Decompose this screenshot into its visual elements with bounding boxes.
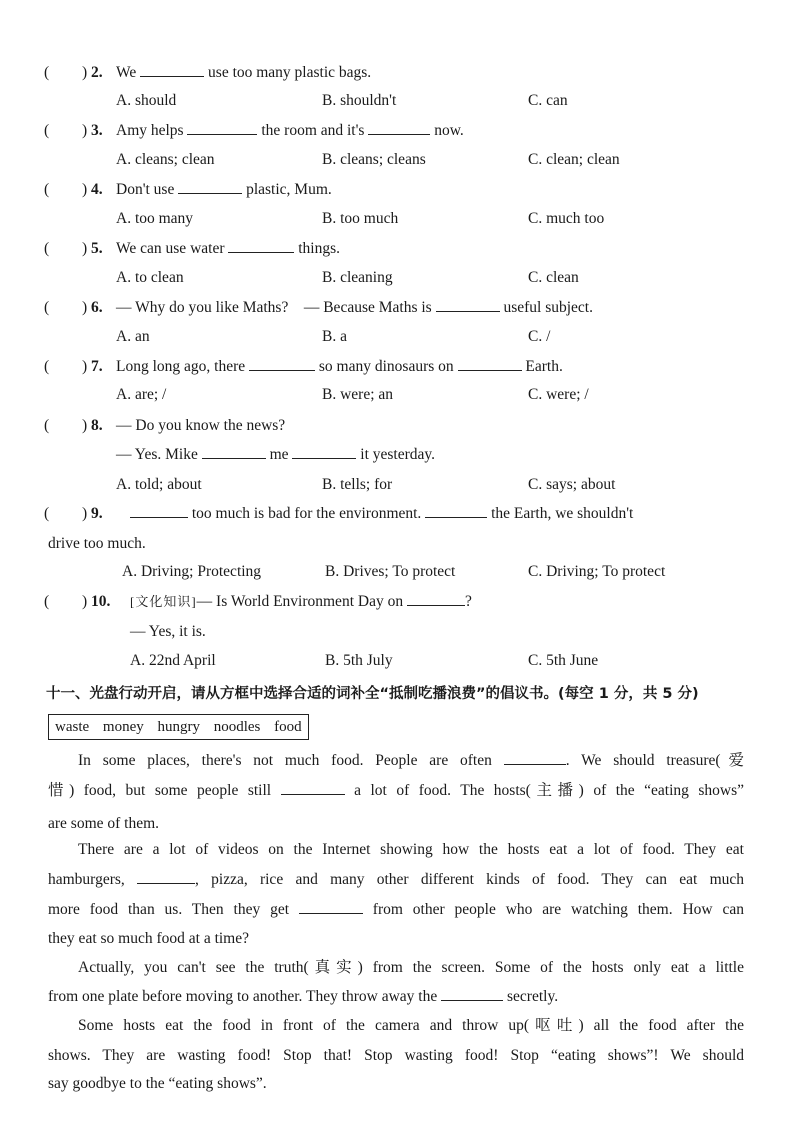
option-b: B. a	[322, 328, 347, 345]
answer-paren-right: ) 8.	[82, 417, 103, 434]
answer-paren-left: (	[44, 358, 50, 375]
passage-line: Actually, you can't see the truth(真实) from the screen. Some of the hosts only eat a little	[78, 959, 744, 976]
answer-paren-right: ) 9.	[82, 505, 103, 522]
options-3	[0, 149, 800, 171]
answer-blank[interactable]	[504, 750, 566, 765]
question-stem: We can use water things.	[116, 240, 341, 257]
question-9	[0, 503, 800, 525]
word-option: waste	[55, 719, 90, 735]
option-b: B. cleans; cleans	[322, 151, 426, 168]
answer-blank[interactable]	[441, 986, 503, 1001]
question-stem: — Do you know the news?	[116, 417, 286, 434]
option-a: A. to clean	[116, 269, 184, 286]
question-stem: — Why do you like Maths? — Because Maths is useful subject.	[116, 299, 593, 316]
answer-paren-right: ) 7.	[82, 358, 103, 375]
answer-paren-left: (	[44, 593, 50, 610]
option-a: A. 22nd April	[130, 652, 216, 669]
question-10-line-2	[0, 621, 800, 643]
options-4	[0, 208, 800, 230]
passage-line: In some places, there's not much food. People are often . We should treasure(爱	[78, 752, 745, 769]
option-a: A. an	[116, 328, 150, 345]
options-2	[0, 90, 800, 112]
option-c: C. clean	[528, 269, 579, 286]
answer-blank[interactable]	[292, 444, 356, 459]
options-10	[0, 650, 800, 672]
answer-blank[interactable]	[249, 356, 315, 371]
option-a: A. told; about	[116, 476, 202, 493]
answer-paren-left: (	[44, 64, 50, 81]
answer-blank[interactable]	[368, 120, 430, 135]
question-number: 6.	[91, 299, 103, 316]
passage-line: 惜) food, but some people still a lot of food. The hosts(主播) of the “eating shows”	[48, 782, 745, 799]
option-c: C. Driving; To protect	[528, 563, 666, 580]
option-c: C. were; /	[528, 386, 589, 403]
answer-paren-left: (	[44, 417, 50, 434]
options-5	[0, 267, 800, 289]
question-7	[0, 356, 800, 378]
answer-paren-left: (	[44, 122, 50, 139]
passage-line: There are a lot of videos on the Internet showing how the hosts eat a lot of food. They eat	[78, 841, 744, 858]
question-5	[0, 238, 800, 260]
option-b: B. Drives; To protect	[325, 563, 456, 580]
option-c: C. says; about	[528, 476, 616, 493]
passage-line: Some hosts eat the food in front of the camera and throw up(呕吐) all the food after the	[78, 1017, 744, 1034]
section-title: 十一、光盘行动开启，请从方框中选择合适的词补全“抵制吃播浪费”的倡议书。(每空 1 分，共 5 分)	[46, 686, 699, 702]
passage-line: shows. They are wasting food! Stop that! Stop wasting food! Stop “eating shows”! We should	[48, 1047, 744, 1064]
option-b: B. were; an	[322, 386, 394, 403]
option-c: C. much too	[528, 210, 605, 227]
option-b: B. too much	[322, 210, 399, 227]
question-stem: Amy helps the room and it's now.	[116, 122, 464, 139]
answer-blank[interactable]	[458, 356, 522, 371]
passage-line: say goodbye to the “eating shows”.	[48, 1075, 267, 1092]
passage-line: they eat so much food at a time?	[48, 930, 250, 947]
question-stem: drive too much.	[48, 535, 146, 552]
passage-line: more food than us. Then they get from other people who are watching them. How can	[48, 901, 744, 918]
option-b: B. cleaning	[322, 269, 393, 286]
question-number: 10.	[91, 593, 111, 610]
question-number: 3.	[91, 122, 103, 139]
answer-paren-right: ) 6.	[82, 299, 103, 316]
passage-line: are some of them.	[48, 815, 160, 832]
word-box	[48, 714, 309, 740]
question-stem: Long long ago, there so many dinosaurs on Earth.	[116, 358, 563, 375]
word-option: noodles	[213, 719, 261, 735]
question-stem: too much is bad for the environment. the Earth, we shouldn't	[130, 503, 633, 525]
answer-blank[interactable]	[436, 297, 500, 312]
option-b: B. 5th July	[325, 652, 393, 669]
option-c: C. 5th June	[528, 652, 599, 669]
question-2	[0, 62, 800, 84]
answer-paren-right: ) 4.	[82, 181, 103, 198]
question-number: 9.	[91, 505, 103, 522]
option-c: C. clean; clean	[528, 151, 620, 168]
options-9	[0, 561, 800, 583]
answer-blank[interactable]	[299, 899, 363, 914]
question-stem: We use too many plastic bags.	[116, 64, 372, 81]
answer-blank[interactable]	[187, 120, 257, 135]
question-number: 5.	[91, 240, 103, 257]
answer-paren-left: (	[44, 299, 50, 316]
option-a: A. Driving; Protecting	[122, 563, 262, 580]
question-number: 7.	[91, 358, 103, 375]
option-b: B. shouldn't	[322, 92, 397, 109]
passage-line: from one plate before moving to another. They throw away the secretly.	[48, 988, 559, 1005]
answer-blank[interactable]	[281, 780, 345, 795]
word-option: food	[274, 719, 302, 735]
question-number: 4.	[91, 181, 103, 198]
question-stem: — Yes. Mike me it yesterday.	[116, 446, 436, 463]
answer-paren-right: ) 10.	[82, 593, 111, 610]
answer-paren-right: ) 3.	[82, 122, 103, 139]
answer-blank[interactable]	[137, 869, 195, 884]
answer-paren-right: ) 2.	[82, 64, 103, 81]
word-option: hungry	[157, 719, 200, 735]
question-4	[0, 179, 800, 201]
question-8-line-2	[0, 444, 800, 466]
answer-blank[interactable]	[178, 179, 242, 194]
option-a: A. should	[116, 92, 177, 109]
question-stem: [文化知识]— Is World Environment Day on ?	[130, 593, 472, 610]
answer-paren-right: ) 5.	[82, 240, 103, 257]
option-a: A. are; /	[116, 386, 167, 403]
answer-blank[interactable]	[425, 503, 487, 518]
option-a: A. cleans; clean	[116, 151, 215, 168]
question-8	[0, 415, 800, 437]
options-8	[0, 474, 800, 496]
passage-line: hamburgers, , pizza, rice and many other different kinds of food. They can eat much	[48, 871, 745, 888]
question-stem: Don't use plastic, Mum.	[116, 181, 332, 198]
word-option: money	[102, 719, 144, 735]
answer-paren-left: (	[44, 181, 50, 198]
option-a: A. too many	[116, 210, 194, 227]
question-9-line-2	[0, 533, 800, 555]
answer-blank[interactable]	[202, 444, 266, 459]
option-c: C. /	[528, 328, 551, 345]
question-number: 8.	[91, 417, 103, 434]
answer-blank[interactable]	[140, 62, 204, 77]
question-stem: — Yes, it is.	[130, 623, 206, 640]
answer-blank[interactable]	[228, 238, 294, 253]
options-7	[0, 384, 800, 406]
question-3	[0, 120, 800, 142]
culture-knowledge-tag: [文化知识]	[130, 594, 197, 609]
question-6	[0, 297, 800, 319]
question-10	[0, 591, 800, 613]
option-b: B. tells; for	[322, 476, 393, 493]
answer-paren-left: (	[44, 240, 50, 257]
answer-paren-left: (	[44, 505, 50, 522]
question-number: 2.	[91, 64, 103, 81]
option-c: C. can	[528, 92, 568, 109]
options-6	[0, 326, 800, 348]
answer-blank[interactable]	[407, 591, 465, 606]
answer-blank[interactable]	[130, 503, 188, 518]
